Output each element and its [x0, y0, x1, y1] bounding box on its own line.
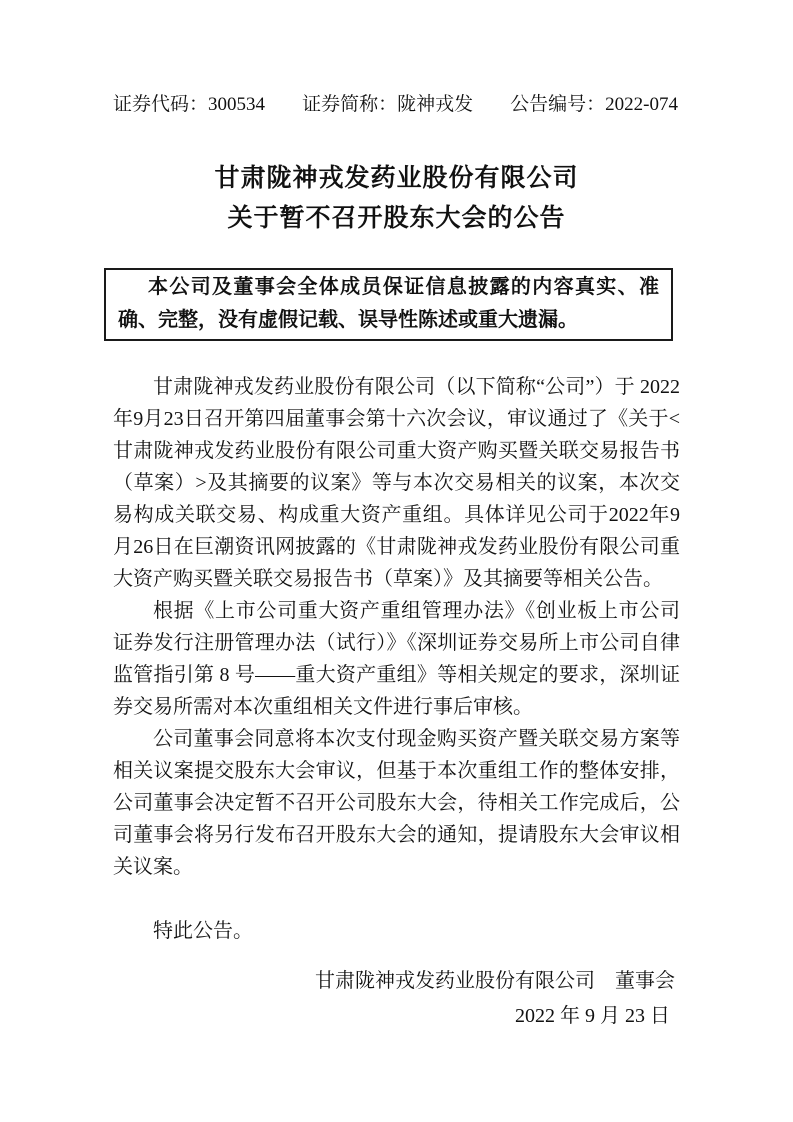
document-header [113, 93, 678, 117]
body-paragraph-2: 根据《上市公司重大资产重组管理办法》《创业板上市公司证券发行注册管理办法（试行）》《深圳证券交易所上市公司自律监管指引第 8 号——重大资产重组》等相关规定的要求，深圳证券交易所需对本次重组相关文件进行事后审核。 [113, 600, 680, 718]
body-paragraph-3: 公司董事会同意将本次支付现金购买资产暨关联交易方案等相关议案提交股东大会审议，但基于本次重组工作的整体安排，公司董事会决定暂不召开公司股东大会，待相关工作完成后，公司董事会将另行发布召开股东大会的通知，提请股东大会审议相关议案。 [113, 728, 680, 878]
body-paragraph-1: 甘肃陇神戎发药业股份有限公司（以下简称“公司”）于 2022年9月23日召开第四届董事会第十六次会议，审议通过了《关于<甘肃陇神戎发药业股份有限公司重大资产购买暨关联交易报告书（草案）>及其摘要的议案》等与本次交易相关的议案，本次交易构成关联交易、构成重大资产重组。具体详见公司于2022年9月26日在巨潮资讯网披露的《甘肃陇神戎发药业股份有限公司重大资产购买暨关联交易报告书（草案）》及其摘要等相关公告。 [113, 376, 680, 590]
document-body [113, 371, 680, 1034]
disclaimer-box [104, 268, 673, 341]
closing-line: 特此公告。 [153, 920, 253, 942]
signature-date: 2022 年 9 月 23 日 [515, 1005, 670, 1027]
doc-title [0, 158, 793, 238]
stock-name [302, 93, 473, 117]
stock-code-value: 300534 [208, 94, 266, 115]
signature-company: 甘肃陇神戎发药业股份有限公司 董事会 [315, 970, 675, 992]
stock-code [113, 93, 265, 117]
announcement-number-value: 2022-074 [605, 94, 678, 115]
doc-title-line2: 关于暂不召开股东大会的公告 [227, 204, 566, 232]
stock-name-value: 陇神戎发 [397, 94, 474, 115]
stock-name-label: 证券简称： [302, 94, 398, 115]
disclaimer-text: 本公司及董事会全体成员保证信息披露的内容真实、准确、完整，没有虚假记载、误导性陈述或重大遗漏。 [118, 276, 659, 331]
doc-title-line1: 甘肃陇神戎发药业股份有限公司 [214, 164, 579, 192]
announcement-number-label: 公告编号： [510, 94, 606, 115]
announcement-number [510, 93, 678, 117]
stock-code-label: 证券代码： [113, 94, 209, 115]
